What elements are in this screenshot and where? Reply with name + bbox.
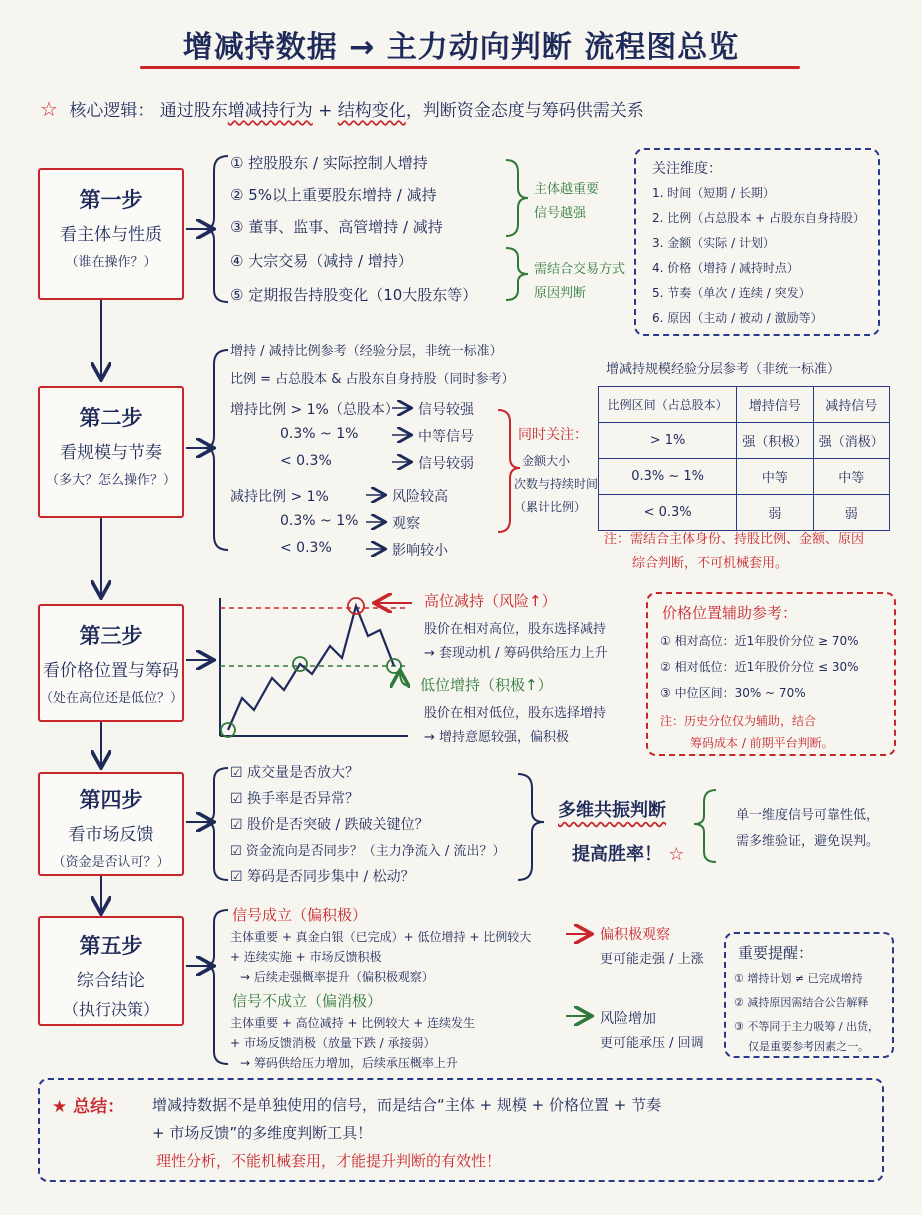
dims-item: 1. 时间（短期 / 长期） [652, 186, 775, 200]
table-cell: 强（消极） [813, 423, 889, 459]
table-cell: < 0.3% [599, 495, 737, 531]
step1-box [38, 168, 184, 300]
core-logic-mid: + [312, 101, 338, 121]
step4-side-line: 单一维度信号可靠性低， [736, 808, 880, 823]
table-cell: 中等 [737, 459, 813, 495]
star-icon: ☆ [662, 844, 685, 865]
star-icon: ★ [52, 1097, 74, 1117]
check-text: 换手率是否异常？ [247, 791, 360, 807]
step-subtitle: 看规模与节奏 [60, 443, 162, 463]
remind-item: ③ 不等同于主力吸筹 / 出货， [734, 1020, 880, 1033]
core-logic-label: 核心逻辑： [69, 101, 155, 121]
dec-key: 减持比例 > 1% [230, 489, 329, 505]
step2-box [38, 386, 184, 518]
page-title: 增减持数据 → 主力动向判断 流程图总览 [182, 30, 740, 65]
table-title: 增减持规模经验分层参考（非统一标准） [606, 362, 841, 377]
step-note: （多大？怎么操作？） [45, 473, 176, 488]
check-text: 股价是否突破 / 跌破关键位？ [247, 817, 429, 833]
remind-title: 重要提醒： [738, 944, 814, 962]
core-logic-hl2: 结构变化 [337, 101, 406, 121]
aux-title: 价格位置辅助参考： [662, 604, 798, 622]
step1-note2-line: 需结合交易方式 [534, 262, 626, 277]
step-title: 第二步 [79, 406, 143, 430]
low-title: 低位增持（积极↑） [420, 676, 553, 694]
step-subtitle: 看价格位置与筹码 [43, 661, 179, 681]
step-title: 第一步 [79, 188, 143, 212]
step-note: （资金是否认可？） [52, 855, 170, 870]
step2-ratio: 比例 = 占总股本 & 占股东自身持股（同时参考） [230, 372, 515, 387]
dims-item: 4. 价格（增持 / 减持时点） [652, 261, 799, 275]
core-logic-pre: 通过股东 [159, 101, 228, 121]
table-header-cell: 增持信号 [737, 387, 813, 423]
check-text: 资金流向是否同步？（主力净流入 / 流出？） [245, 844, 506, 859]
win-rate-text: 提高胜率！ [572, 844, 662, 865]
high-line: 股价在相对高位，股东选择减持 [424, 622, 607, 637]
pos-line: → 后续走强概率提升（偏积极观察） [240, 970, 434, 984]
dec-val: 风险较高 [392, 489, 448, 505]
dec-key: < 0.3% [280, 540, 332, 556]
checkbox-icon: ☑ [230, 791, 248, 807]
table-note-line: 综合判断，不可机械套用。 [632, 556, 789, 571]
aux-note-line: 筹码成本 / 前期平台判断。 [690, 736, 834, 750]
summary-line: + 市场反馈”的多维度判断工具！ [152, 1124, 373, 1142]
summary-label-wrap [52, 1092, 124, 1117]
remind-item: ② 减持原因需结合公告解释 [734, 996, 869, 1009]
inc-key: 0.3% ~ 1% [280, 426, 359, 442]
neg-line: → 筹码供给压力增加，后续承压概率上升 [240, 1056, 458, 1070]
win-rate [572, 840, 684, 866]
check-text: 筹码是否同步集中 / 松动？ [247, 869, 415, 885]
step1-item: ⑤ 定期报告持股变化（10大股东等） [230, 286, 478, 304]
also-item: （累计比例） [514, 500, 587, 514]
pos-result: 更可能走强 / 上涨 [600, 952, 704, 967]
step4-box [38, 772, 184, 876]
check-text: 成交量是否放大？ [247, 765, 360, 781]
dec-key: 0.3% ~ 1% [280, 513, 359, 529]
table-row [599, 495, 890, 531]
neg-title: 信号不成立（偏消极） [232, 992, 383, 1010]
check-item [230, 814, 429, 834]
star-icon: ☆ [40, 97, 58, 121]
high-title: 高位减持（风险↑） [424, 592, 557, 610]
step1-item: ④ 大宗交易（减持 / 增持） [230, 252, 413, 270]
also-title: 同时关注： [518, 427, 588, 443]
step-title: 第三步 [79, 624, 143, 648]
dims-item: 3. 金额（实际 / 计划） [652, 236, 775, 250]
table-cell: 强（积极） [737, 423, 813, 459]
step1-note1-line: 主体越重要 [534, 182, 600, 197]
also-item: 次数与持续时间 [514, 477, 599, 491]
step1-item: ② 5%以上重要股东增持 / 减持 [230, 186, 437, 204]
inc-key: 增持比例 > 1%（总股本） [230, 402, 399, 418]
dec-val: 影响较小 [392, 543, 448, 559]
price-line [228, 606, 394, 730]
low-line: 股价在相对低位，股东选择增持 [424, 706, 607, 721]
check-item [230, 762, 359, 782]
table-note-line: 注：需结合主体身份、持股比例、金额、原因 [604, 532, 865, 547]
neg-result: 更可能承压 / 回调 [600, 1036, 704, 1051]
step-title: 第五步 [79, 934, 143, 958]
remind-item: ① 增持计划 ≠ 已完成增持 [734, 972, 863, 985]
table-header-cell: 减持信号 [813, 387, 889, 423]
aux-item: ② 相对低位：近1年股价分位 ≤ 30% [660, 660, 859, 674]
core-logic-hl1: 增减持行为 [227, 101, 313, 121]
table-header-cell: 比例区间（占总股本） [599, 387, 737, 423]
table-header-row [599, 387, 890, 423]
pos-line: + 连续实施 + 市场反馈积极 [230, 950, 382, 964]
checkbox-icon: ☑ [230, 817, 248, 833]
pos-line: 主体重要 + 真金白银（已完成）+ 低位增持 + 比例较大 [230, 930, 532, 944]
step1-note2-line: 原因判断 [534, 286, 587, 301]
table-row [599, 459, 890, 495]
table-cell: 0.3% ~ 1% [599, 459, 737, 495]
inc-val: 中等信号 [418, 429, 474, 445]
core-logic-post: ，判断资金态度与筹码供需关系 [405, 101, 644, 121]
neg-line: + 市场反馈消极（放量下跌 / 承接弱） [230, 1036, 436, 1050]
resonance-label: 多维共振判断 [558, 800, 666, 821]
step1-note1-line: 信号越强 [534, 206, 587, 221]
check-item [230, 840, 505, 859]
pos-title: 信号成立（偏积极） [232, 906, 368, 924]
step-note: （谁在操作？） [65, 255, 157, 270]
dims-item: 5. 节奏（单次 / 连续 / 突发） [652, 286, 811, 300]
table-cell: 弱 [737, 495, 813, 531]
aux-item: ① 相对高位：近1年股价分位 ≥ 70% [660, 634, 859, 648]
summary-line: 增减持数据不是单独使用的信号，而是结合“主体 + 规模 + 价格位置 + 节奏 [152, 1096, 662, 1114]
step1-item: ① 控股股东 / 实际控制人增持 [230, 154, 428, 172]
summary-label: 总结： [73, 1097, 125, 1117]
low-line: → 增持意愿较强，偏积极 [424, 730, 570, 745]
table-cell: 中等 [813, 459, 889, 495]
table-cell: 弱 [813, 495, 889, 531]
table-row [599, 423, 890, 459]
step-title: 第四步 [79, 788, 143, 812]
also-item: 金额大小 [522, 454, 571, 468]
checkbox-icon: ☑ [230, 869, 248, 885]
step-note: （执行决策） [62, 1000, 159, 1019]
step4-side-line: 需多维验证，避免误判。 [736, 834, 880, 849]
check-item [230, 788, 359, 808]
checkbox-icon: ☑ [230, 844, 246, 859]
high-line: → 套现动机 / 筹码供给压力上升 [424, 646, 608, 661]
inc-val: 信号较强 [418, 402, 474, 418]
step-subtitle: 看市场反馈 [68, 825, 154, 845]
step-subtitle: 看主体与性质 [60, 225, 162, 245]
checkbox-icon: ☑ [230, 765, 248, 781]
aux-note-line: 注：历史分位仅为辅助，结合 [660, 714, 817, 728]
step-note: （处在高位还是低位？） [40, 691, 184, 706]
step1-item: ③ 董事、监事、高管增持 / 减持 [230, 218, 443, 236]
step-subtitle: 综合结论 [77, 971, 145, 991]
dec-val: 观察 [392, 516, 420, 532]
summary-emphasis: 理性分析，不能机械套用，才能提升判断的有效性！ [156, 1152, 502, 1170]
scale-table [598, 386, 890, 531]
step3-box [38, 604, 184, 722]
table-cell: > 1% [599, 423, 737, 459]
step5-box [38, 916, 184, 1026]
inc-val: 信号较弱 [418, 456, 474, 472]
remind-item: 仅是重要参考因素之一。 [748, 1040, 869, 1053]
price-position-chart [212, 594, 412, 744]
check-item [230, 866, 415, 886]
inc-key: < 0.3% [280, 453, 332, 469]
dims-item: 2. 比例（占总股本 + 占股东自身持股） [652, 211, 865, 225]
neg-result: 风险增加 [600, 1011, 656, 1027]
step2-ref: 增持 / 减持比例参考（经验分层，非统一标准） [230, 344, 503, 359]
neg-line: 主体重要 + 高位减持 + 比例较大 + 连续发生 [230, 1016, 476, 1030]
dims-title: 关注维度： [652, 161, 722, 177]
dims-item: 6. 原因（主动 / 被动 / 激励等） [652, 311, 823, 325]
pos-result: 偏积极观察 [600, 927, 670, 943]
aux-item: ③ 中位区间：30% ~ 70% [660, 686, 806, 700]
